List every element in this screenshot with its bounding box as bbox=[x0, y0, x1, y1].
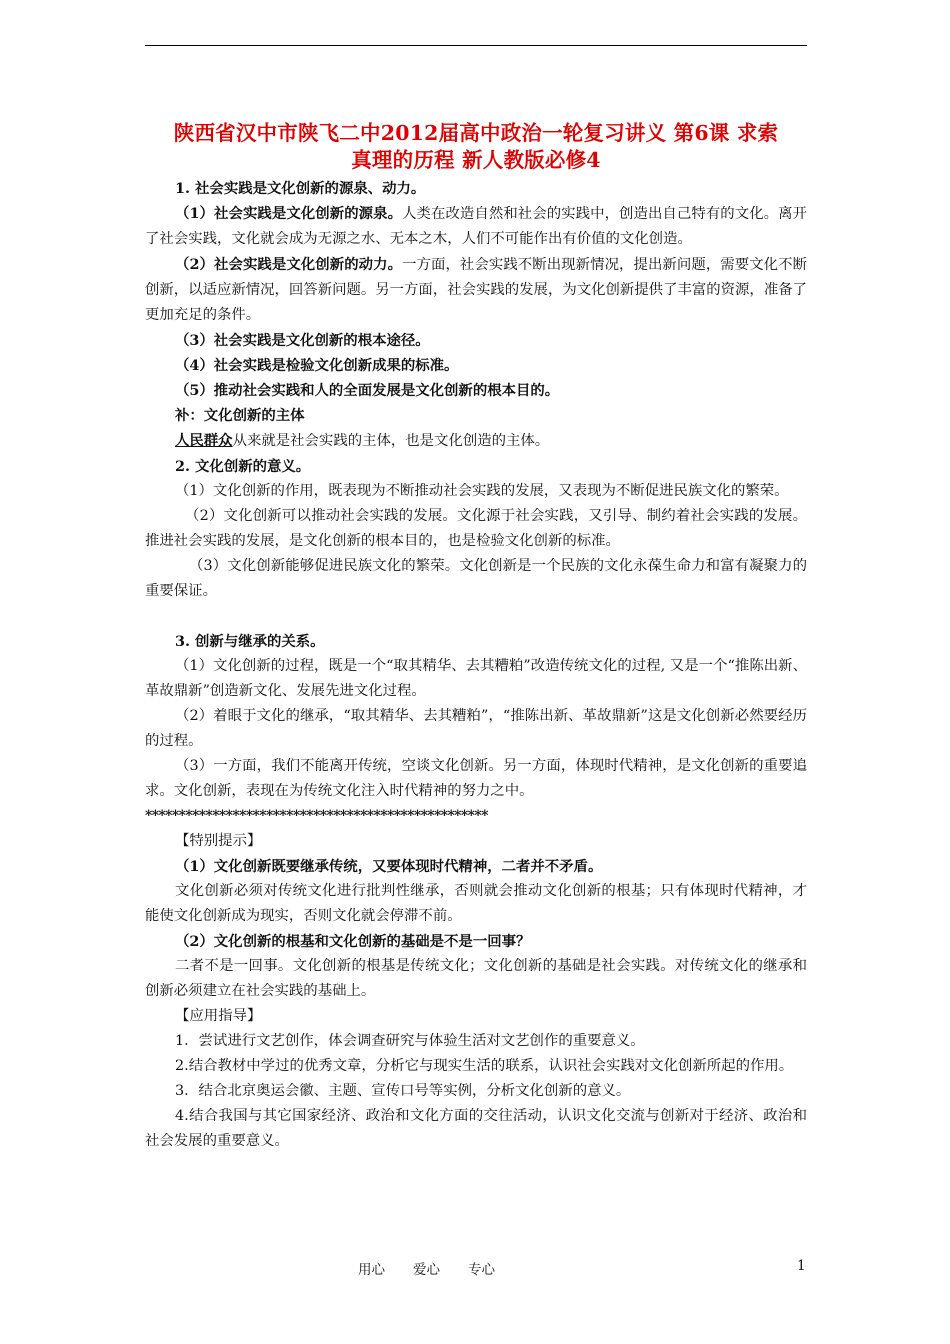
tip-question-1: （1）文化创新既要继承传统，又要体现时代精神，二者并不矛盾。 bbox=[175, 858, 603, 875]
footer-word: 专心 bbox=[468, 1262, 495, 1278]
header-rule bbox=[145, 45, 807, 46]
tip-answer-1: 文化创新必须对传统文化进行批判性继承，否则就会推动文化创新的根基；只有体现时代精神，才能使文化创新成为现实，否则文化就会停滞不前。 bbox=[145, 883, 807, 924]
section-1-paragraph-2 bbox=[145, 252, 807, 328]
section-1-point-5: （5）推动社会实践和人的全面发展是文化创新的根本目的。 bbox=[175, 382, 560, 399]
section-3-heading: 3. 创新与继承的关系。 bbox=[175, 633, 325, 650]
guide-item: 1．尝试进行文艺创作，体会调查研究与体验生活对文艺创作的重要意义。 bbox=[175, 1033, 645, 1049]
supplement-heading: 补：文化创新的主体 bbox=[175, 407, 305, 424]
document-body bbox=[145, 120, 807, 1154]
section-2-paragraph-2: （2）文化创新可以推动社会实践的发展。文化源于社会实践，又引导、制约着社会实践的发展。推进社会实践的发展，是文化创新的根本目的，也是检验文化创新的标准。 bbox=[145, 508, 807, 549]
section-1-p2-lead: （2）社会实践是文化创新的动力。 bbox=[175, 256, 403, 273]
title-line-1: 陕西省汉中市陕飞二中2012届高中政治一轮复习讲义 第6课 求索 bbox=[173, 121, 779, 145]
supplement-text: 从来就是社会实践的主体，也是文化创造的主体。 bbox=[232, 433, 550, 449]
section-1-p1-lead: （1）社会实践是文化创新的源泉。 bbox=[175, 205, 403, 222]
section-1-paragraph-1 bbox=[145, 201, 807, 252]
section-2-paragraph-1: （1）文化创新的作用，既表现为不断推动社会实践的发展，又表现为不断促进民族文化的繁荣。 bbox=[175, 483, 789, 499]
section-1-point-4: （4）社会实践是检验文化创新成果的标准。 bbox=[175, 357, 459, 374]
section-3-paragraph-3: （3）一方面，我们不能离开传统，空谈文化创新。另一方面，体现时代精神，是文化创新的重要追求。文化创新，表现在为传统文化注入时代精神的努力之中。 bbox=[145, 758, 807, 799]
tip-heading: 【特别提示】 bbox=[175, 833, 262, 849]
section-1-p2-text: 一方面，社会实践不断出现新情况，提出新问题，需要文化不断创新，以适应新情况，回答新问题。另一方面，社会实践的发展，为文化创新提供了丰富的资源，准备了更加充足的条件。 bbox=[145, 257, 807, 323]
supplement-paragraph bbox=[145, 428, 807, 454]
guide-item: 4.结合我国与其它国家经济、政治和文化方面的交往活动，认识文化交流与创新对于经济、政治和社会发展的重要意义。 bbox=[145, 1108, 807, 1149]
document-title bbox=[145, 120, 807, 174]
page-number: 1 bbox=[797, 1258, 806, 1274]
section-1-heading: 1. 社会实践是文化创新的源泉、动力。 bbox=[175, 180, 426, 197]
supplement-underlined-term: 人民群众 bbox=[175, 432, 233, 449]
section-2-heading: 2. 文化创新的意义。 bbox=[175, 458, 311, 475]
footer-motto bbox=[358, 1258, 523, 1278]
guide-item: 3．结合北京奥运会徽、主题、宣传口号等实例，分析文化创新的意义。 bbox=[175, 1083, 631, 1099]
section-3-paragraph-2: （2）着眼于文化的继承，“取其精华、去其糟粕”，“推陈出新、革故鼎新”这是文化创新必然要经历的过程。 bbox=[145, 708, 807, 749]
title-line-2: 真理的历程 新人教版必修4 bbox=[351, 148, 601, 172]
footer-word: 爱心 bbox=[413, 1262, 440, 1278]
spacer bbox=[145, 604, 807, 629]
section-1-p1-text: 人类在改造自然和社会的实践中，创造出自己特有的文化。离开了社会实践，文化就会成为无源之水、无本之木，人们不可能作出有价值的文化创造。 bbox=[145, 206, 807, 247]
star-divider: *************************************************** bbox=[145, 808, 488, 824]
section-2-paragraph-3: （3）文化创新能够促进民族文化的繁荣。文化创新是一个民族的文化永葆生命力和富有凝聚力的重要保证。 bbox=[145, 558, 807, 599]
section-3-paragraph-1: （1）文化创新的过程，既是一个“取其精华、去其糟粕”改造传统文化的过程, 又是一个“推陈出新、革故鼎新”创造新文化、发展先进文化过程。 bbox=[145, 658, 807, 699]
footer-word: 用心 bbox=[358, 1262, 385, 1278]
section-1-point-3: （3）社会实践是文化创新的根本途径。 bbox=[175, 332, 430, 349]
guide-heading: 【应用指导】 bbox=[175, 1008, 262, 1024]
tip-answer-2: 二者不是一回事。文化创新的根基是传统文化；文化创新的基础是社会实践。对传统文化的继承和创新必须建立在社会实践的基础上。 bbox=[145, 958, 807, 999]
guide-item: 2.结合教材中学过的优秀文章，分析它与现实生活的联系，认识社会实践对文化创新所起的作用。 bbox=[175, 1058, 794, 1074]
tip-question-2: （2）文化创新的根基和文化创新的基础是不是一回事？ bbox=[175, 933, 531, 950]
